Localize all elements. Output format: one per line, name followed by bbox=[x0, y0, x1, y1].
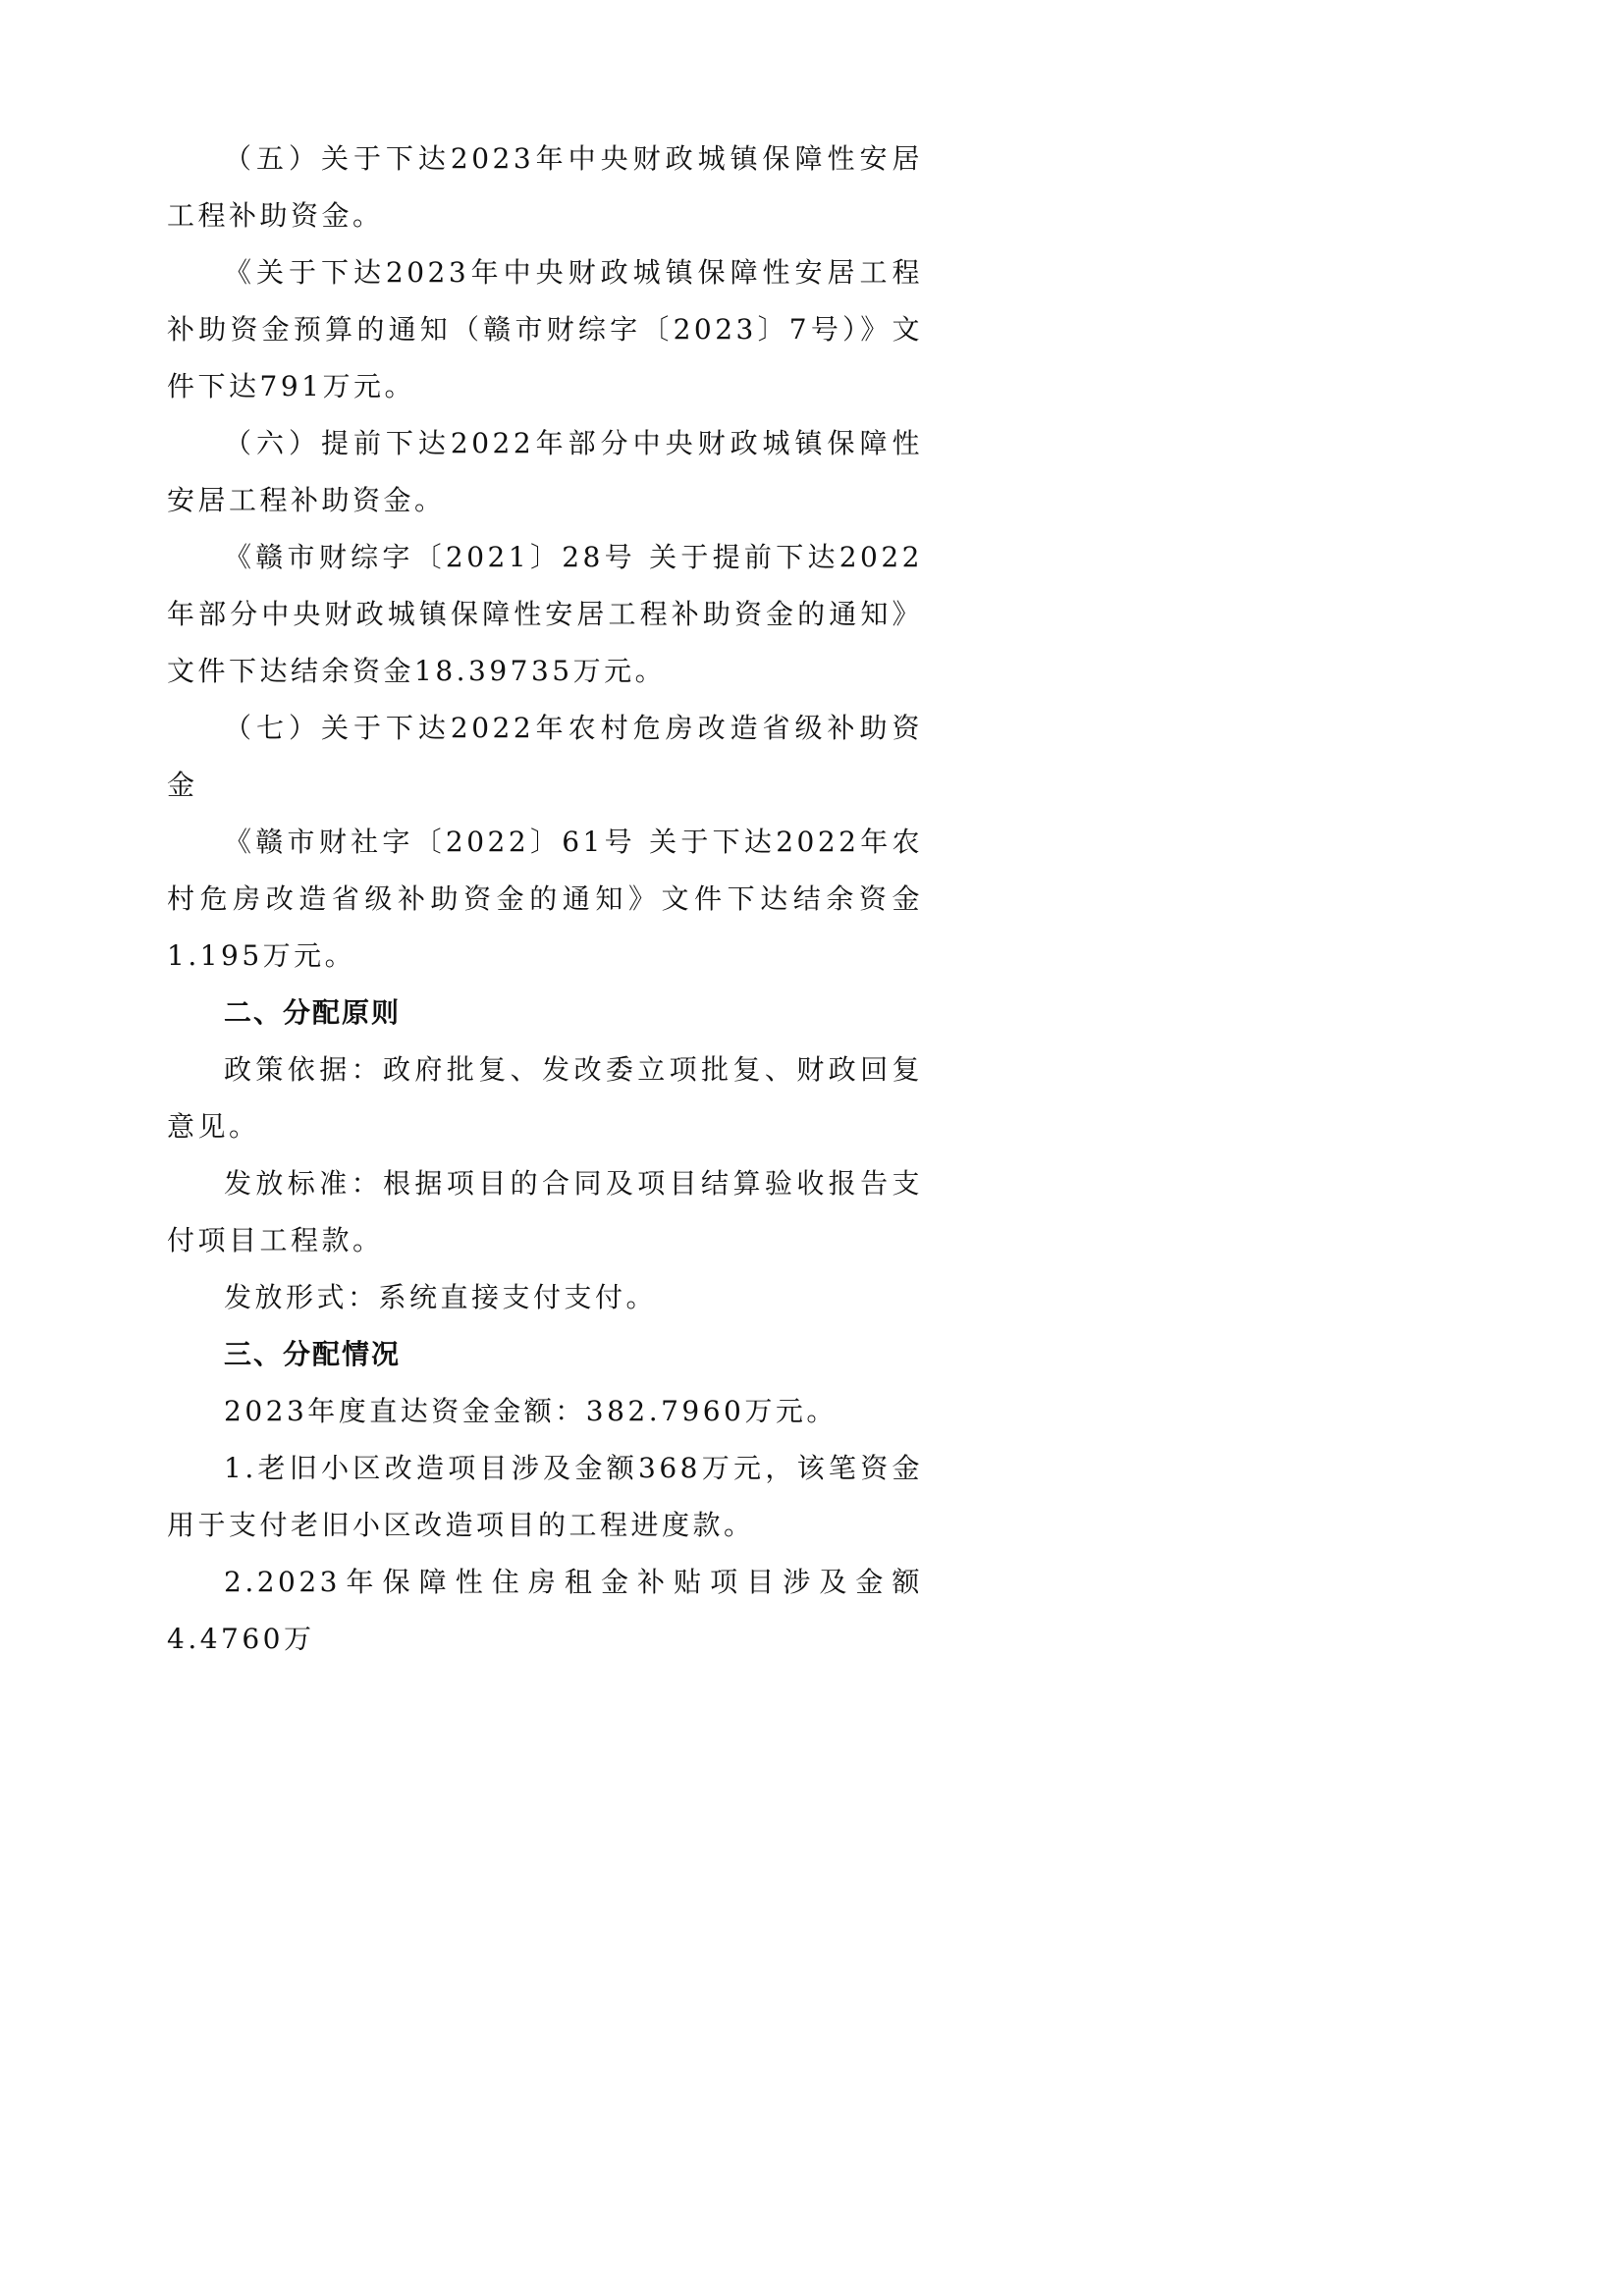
paragraph-section-5-body: 《关于下达2023年中央财政城镇保障性安居工程补助资金预算的通知（赣市财综字〔2023〕7号）》文件下达791万元。 bbox=[167, 256, 923, 402]
paragraph-direct-funds-amount: 2023年度直达资金金额：382.7960万元。 bbox=[224, 1395, 838, 1427]
paragraph-item-2: 2.2023年保障性住房租金补贴项目涉及金额4.4760万 bbox=[167, 1566, 923, 1655]
paragraph-payment-form: 发放形式：系统直接支付支付。 bbox=[224, 1281, 658, 1313]
paragraph-section-6-body: 《赣市财综字〔2021〕28号 关于提前下达2022年部分中央财政城镇保障性安居工程补助资金的通知》文件下达结余资金18.39735万元。 bbox=[167, 541, 923, 687]
document-page bbox=[0, 0, 1083, 1655]
heading-allocation-status: 三、分配情况 bbox=[224, 1338, 402, 1370]
paragraph-section-6-title: （六）提前下达2022年部分中央财政城镇保障性安居工程补助资金。 bbox=[167, 427, 923, 516]
document-body bbox=[167, 131, 923, 1668]
paragraph-payment-standard: 发放标准：根据项目的合同及项目结算验收报告支付项目工程款。 bbox=[167, 1167, 923, 1256]
heading-allocation-principles: 二、分配原则 bbox=[224, 996, 402, 1029]
paragraph-item-1: 1.老旧小区改造项目涉及金额368万元，该笔资金用于支付老旧小区改造项目的工程进度款。 bbox=[167, 1452, 923, 1541]
paragraph-section-7-body: 《赣市财社字〔2022〕61号 关于下达2022年农村危房改造省级补助资金的通知》文件下达结余资金1.195万元。 bbox=[167, 826, 923, 972]
paragraph-section-5-title: （五）关于下达2023年中央财政城镇保障性安居工程补助资金。 bbox=[167, 142, 923, 232]
paragraph-section-7-title: （七）关于下达2022年农村危房改造省级补助资金 bbox=[167, 712, 923, 801]
paragraph-policy-basis: 政策依据：政府批复、发改委立项批复、财政回复意见。 bbox=[167, 1053, 923, 1143]
